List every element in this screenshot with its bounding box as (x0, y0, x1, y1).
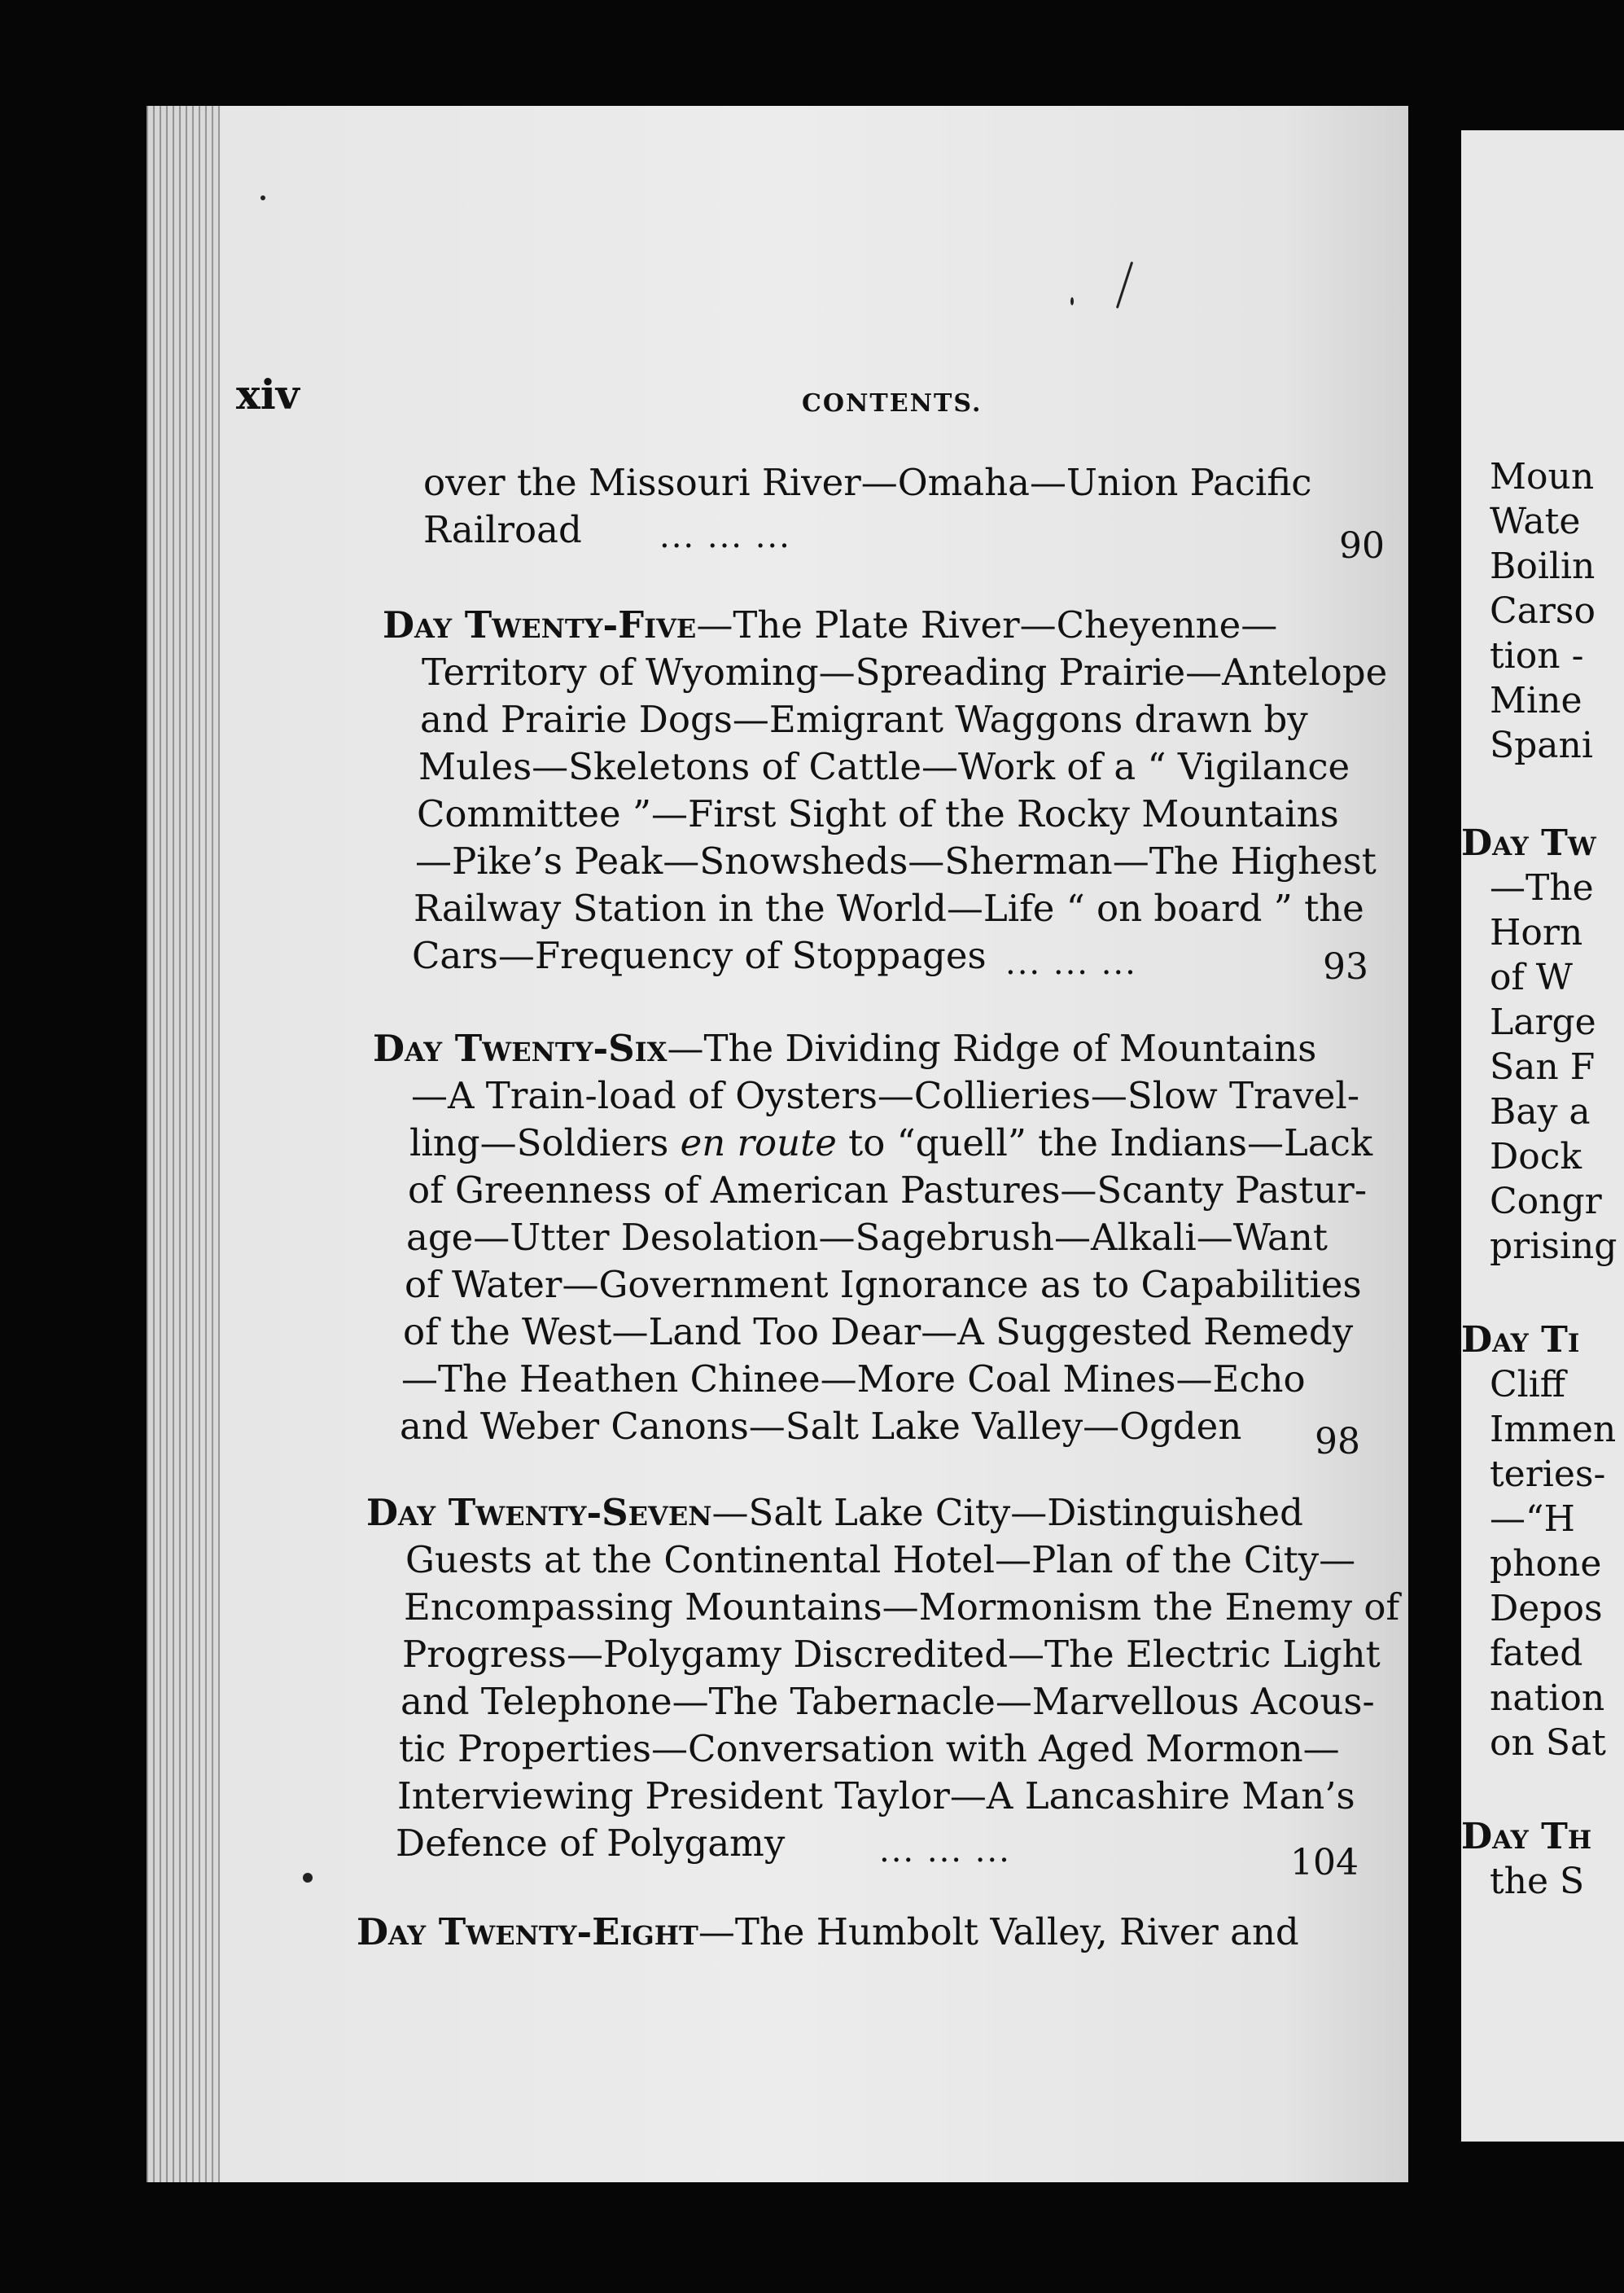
toc-line: —The Heathen Chinee—More Coal Mines—Echo (401, 1357, 1306, 1401)
day-heading: Day Twenty-Five (383, 603, 697, 647)
right-page-line: Large (1490, 1002, 1596, 1043)
toc-entry (383, 603, 1278, 647)
page-folio: xiv (236, 370, 300, 419)
toc-line: ling—Soldiers en route to “quell” the Indians—Lack (409, 1121, 1373, 1164)
toc-line: of the West—Land Too Dear—A Suggested Remedy (403, 1310, 1354, 1353)
toc-line: Defence of Polygamy (396, 1822, 786, 1865)
toc-line: and Weber Canons—Salt Lake Valley—Ogden (400, 1405, 1242, 1448)
right-page-line: Mine (1490, 680, 1582, 721)
toc-page-number: 104 (1290, 1842, 1359, 1883)
right-page-line: Day Tw (1461, 822, 1596, 864)
day-heading: Day Twenty-Seven (366, 1491, 712, 1534)
toc-line: and Prairie Dogs—Emigrant Waggons drawn by (420, 698, 1308, 741)
toc-line: over the Missouri River—Omaha—Union Pacific (423, 461, 1312, 504)
right-page-line: the S (1490, 1861, 1585, 1902)
scan-speck (1070, 297, 1074, 305)
toc-line: Cars—Frequency of Stoppages (412, 934, 987, 977)
toc-line: Mules—Skeletons of Cattle—Work of a “ Vigilance (418, 745, 1350, 788)
right-page-line: phone (1490, 1543, 1602, 1585)
right-page (1461, 130, 1624, 2142)
right-page-line: Horn (1490, 912, 1583, 954)
right-page-line: Depos (1490, 1588, 1603, 1629)
toc-page-number: 98 (1315, 1421, 1360, 1462)
right-page-line: tion - (1490, 635, 1584, 677)
toc-line: Railway Station in the World—Life “ on board ” the (414, 887, 1364, 930)
page-edge (147, 106, 220, 2182)
toc-entry (357, 1910, 1299, 1953)
toc-line: of Greenness of American Pastures—Scanty Pastur- (408, 1168, 1368, 1212)
right-page-line: Dock (1490, 1136, 1582, 1177)
right-page-line: Immen (1490, 1409, 1617, 1450)
toc-line: Encompassing Mountains—Mormonism the Enemy of (404, 1585, 1400, 1629)
right-page-line: of W (1490, 957, 1573, 998)
toc-line: Interviewing President Taylor—A Lancashire Man’s (397, 1774, 1355, 1817)
toc-line: Railroad (423, 508, 582, 551)
toc-line: Committee ”—First Sight of the Rocky Mountains (417, 792, 1339, 835)
dot-leader: ... ... ... (879, 1832, 1011, 1870)
right-page-line: —The (1490, 867, 1594, 909)
day-heading: Day Twenty-Six (373, 1027, 668, 1070)
toc-line: —Pike’s Peak—Snowsheds—Sherman—The Highest (415, 840, 1377, 883)
toc-page-number: 90 (1339, 525, 1385, 567)
toc-line: Territory of Wyoming—Spreading Prairie—Antelope (422, 651, 1388, 694)
right-page-line: Cliff (1490, 1364, 1566, 1405)
right-page-line: nation (1490, 1677, 1605, 1719)
toc-line: Guests at the Continental Hotel—Plan of the City— (405, 1538, 1356, 1581)
right-page-line: San F (1490, 1046, 1596, 1088)
day-heading: Day Twenty-Eight (357, 1910, 698, 1953)
right-page-line: Bay a (1490, 1091, 1591, 1133)
right-page-line: Wate (1490, 501, 1581, 542)
scan-speck (303, 1873, 313, 1883)
toc-line: —A Train-load of Oysters—Collieries—Slow Travel- (411, 1074, 1360, 1117)
right-page-line: —“H (1490, 1498, 1575, 1540)
right-page-line: fated (1490, 1633, 1583, 1674)
right-page-line: Boilin (1490, 546, 1596, 587)
toc-entry (373, 1027, 1317, 1070)
dot-leader: ... ... ... (659, 518, 791, 555)
toc-line: Progress—Polygamy Discredited—The Electric Light (402, 1633, 1381, 1676)
toc-line: —The Plate River—Cheyenne— (696, 603, 1278, 647)
right-page-line: prising (1490, 1225, 1617, 1267)
toc-line: of Water—Government Ignorance as to Capabilities (405, 1263, 1362, 1306)
running-head: CONTENTS. (802, 389, 983, 418)
right-page-line: on Sat (1490, 1722, 1606, 1764)
toc-entry (366, 1491, 1303, 1534)
right-page-line: Day Th (1461, 1816, 1592, 1857)
italic-phrase: en route (680, 1121, 837, 1164)
scan-speck (260, 195, 265, 200)
dot-leader: ... ... ... (1005, 945, 1137, 982)
right-page-line: teries- (1490, 1453, 1606, 1495)
toc-line: age—Utter Desolation—Sagebrush—Alkali—Want (406, 1216, 1328, 1259)
right-page-line: Moun (1490, 456, 1595, 498)
toc-line: —The Dividing Ridge of Mountains (667, 1027, 1317, 1070)
right-page-line: Day Ti (1461, 1319, 1580, 1361)
right-page-line: Spani (1490, 725, 1593, 766)
toc-line: tic Properties—Conversation with Aged Mormon— (399, 1727, 1340, 1770)
toc-line: —The Humbolt Valley, River and (698, 1910, 1299, 1953)
toc-line: and Telephone—The Tabernacle—Marvellous Acous- (401, 1680, 1375, 1723)
toc-page-number: 93 (1323, 946, 1368, 988)
toc-line: —Salt Lake City—Distinguished (711, 1491, 1303, 1534)
right-page-line: Congr (1490, 1181, 1602, 1222)
right-page-line: Carso (1490, 590, 1596, 632)
